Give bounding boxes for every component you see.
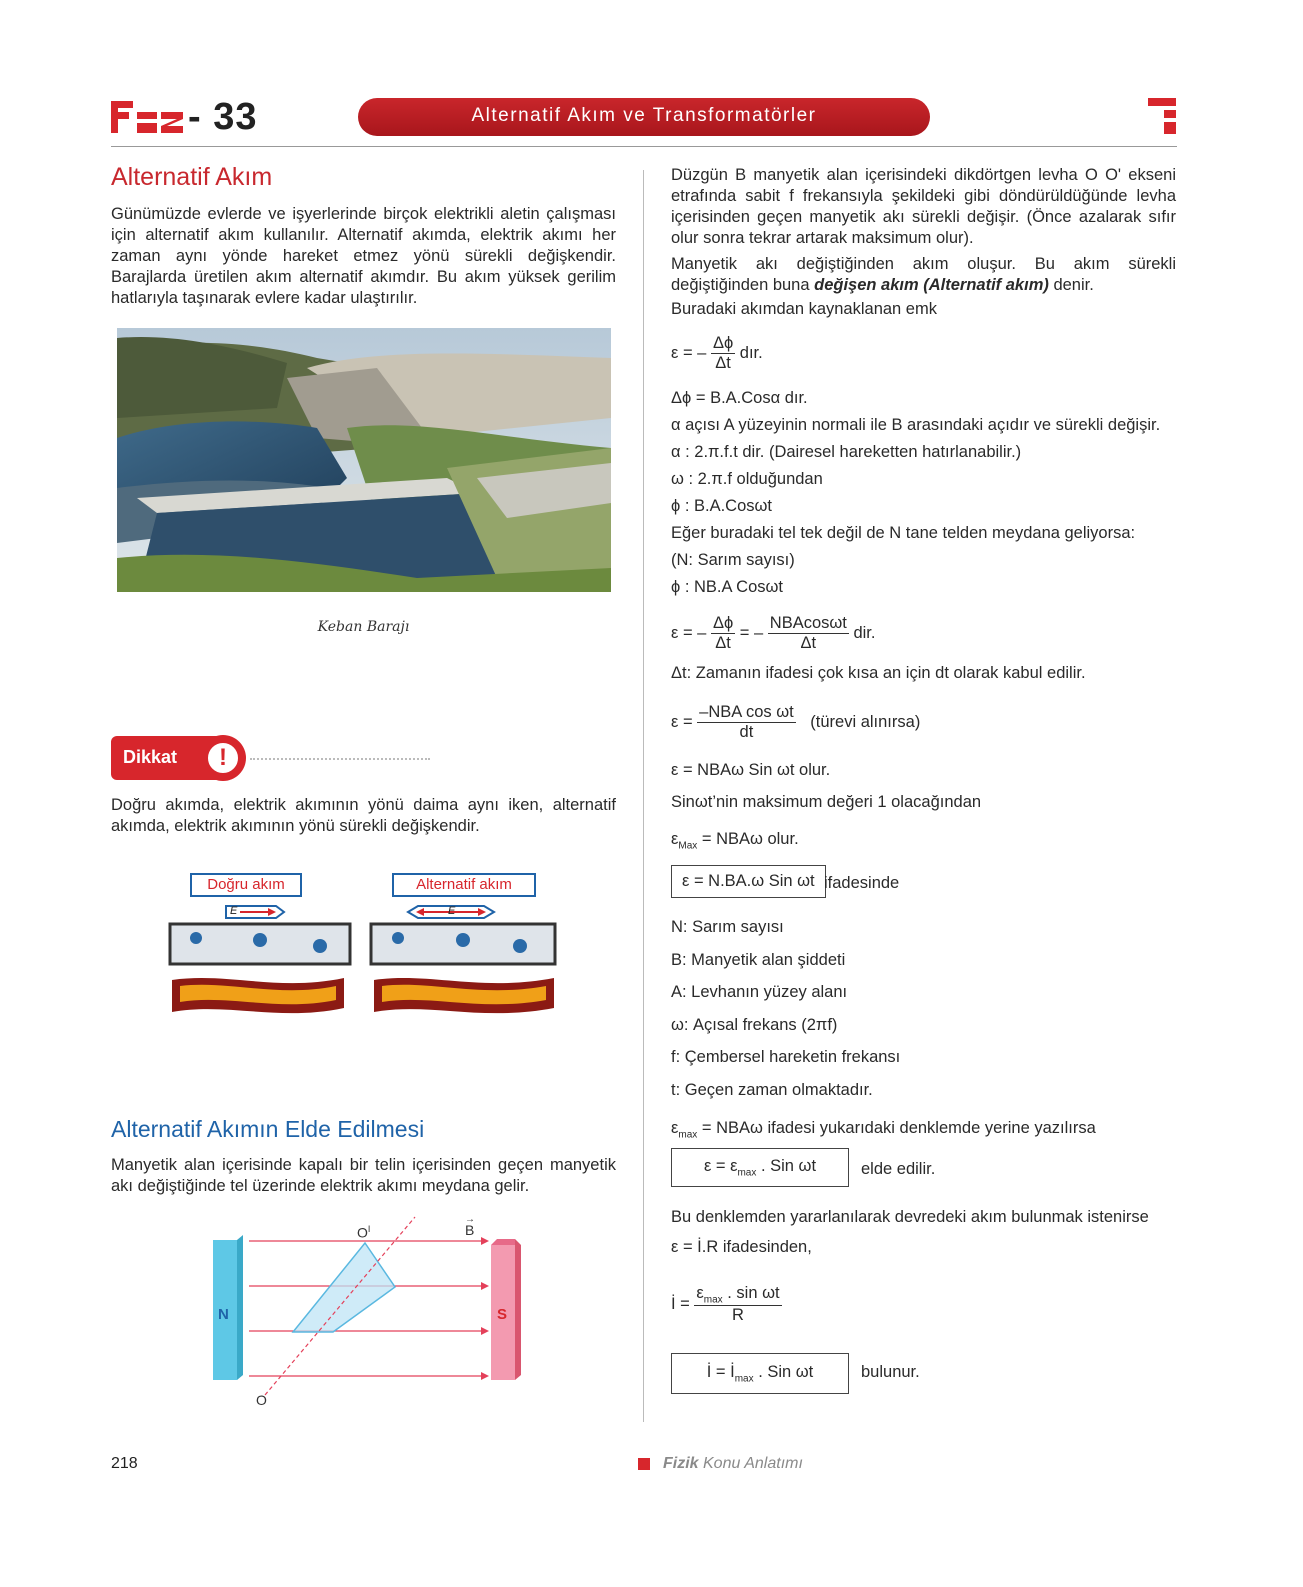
eq2-den2: Δt — [800, 634, 817, 652]
line-4: ω : 2.π.f olduğundan — [671, 470, 823, 488]
generator-figure — [205, 1215, 525, 1410]
l13-rest: = NBAω ifadesi yukarıdaki denklemde yerine yazılırsa — [697, 1119, 1096, 1137]
equation-4 — [671, 1284, 782, 1325]
footer-subject — [663, 1455, 803, 1473]
eq4-num-eps: ε — [696, 1284, 704, 1302]
eq2-lhs: ε = – — [671, 623, 707, 642]
l12-rest: = NBAω olur. — [697, 830, 799, 848]
o-prime-letter: O — [357, 1224, 368, 1241]
line-12 — [671, 829, 799, 856]
eq2-den1: Δt — [715, 634, 731, 652]
line-14: Bu denklemden yararlanılarak devredeki akım bulunmak istenirse — [671, 1208, 1149, 1226]
header-logo — [111, 98, 186, 136]
footer-subject-rest: Konu Anlatımı — [698, 1455, 803, 1472]
eq1-lhs: ε = – — [671, 343, 707, 362]
eq4-lhs: İ = — [671, 1295, 690, 1314]
section2-paragraph: Manyetik alan içerisinde kapalı bir telin içerisinden geçen manyetik akı değiştiğinde tel üzerinde elektrik akımı meydana gelir. — [111, 1156, 616, 1195]
eq1-tail: dır. — [739, 343, 763, 362]
box3-sub: max — [734, 1373, 754, 1385]
footer-square-icon — [638, 1458, 650, 1470]
def-b: B: Manyetik alan şiddeti — [671, 951, 846, 969]
equation-2 — [671, 614, 875, 653]
eq4-den: R — [732, 1306, 744, 1325]
ac-e-label: E — [448, 905, 456, 917]
l12-eps: ε — [671, 830, 679, 848]
line-5: ϕ : B.A.Cosωt — [671, 497, 772, 515]
line-11: Sinωt’nin maksimum değeri 1 olacağından — [671, 793, 982, 811]
column-divider — [643, 170, 644, 1422]
exclamation-inner-icon: ! — [205, 740, 241, 776]
dam-photo — [117, 328, 611, 592]
box1-tail: ifadesinde — [824, 874, 900, 892]
right-paragraph-1: Düzgün B manyetik alan içerisindeki dikdörtgen levha O O' ekseni etrafında sabit f frekansıyla şekildeki gibi döndürüldüğünde levha içerisinden geçen manyetik akı sürekli değişir. (Önce azalarak sıfır olur sonra tekrar artarak maksimum olur). — [671, 166, 1176, 247]
eq3-lhs: ε = — [671, 712, 693, 731]
eq1-den: Δt — [715, 354, 731, 372]
line-9: Δt: Zamanın ifadesi çok kısa an için dt olarak kabul edilir. — [671, 664, 1086, 682]
box2-sub: max — [737, 1167, 757, 1179]
box-current-formula — [671, 1353, 849, 1394]
line-1: Δϕ = B.A.Cosα dır. — [671, 389, 808, 407]
chapter-number: - 33 — [188, 96, 258, 138]
eq2-fraction-2 — [768, 614, 849, 653]
dc-ac-figure — [168, 900, 558, 1025]
fig-label-b: B — [465, 1222, 475, 1238]
equation-1 — [671, 334, 763, 373]
box-emf-formula: ε = N.BA.ω Sin ωt — [671, 865, 826, 898]
def-n: N: Sarım sayısı — [671, 918, 784, 936]
eq3-tail: (türevi alınırsa) — [810, 712, 921, 731]
box3-tail: bulunur. — [861, 1363, 920, 1381]
dikkat-text: Doğru akımda, elektrik akımının yönü daima aynı iken, alternatif akımda, elektrik akımının yönü sürekli değişkendir. — [111, 796, 616, 835]
p2-start: Manyetik akı değiştiğinden akım oluşur. Bu akım sürekli değiştiğinden buna — [671, 255, 1176, 294]
l12-sub: Max — [678, 840, 698, 852]
eq4-fraction — [694, 1284, 781, 1325]
section-title-elde-edilmesi: Alternatif Akımın Elde Edilmesi — [111, 1116, 425, 1142]
right-paragraph-2 — [671, 254, 1176, 296]
intro-paragraph: Günümüzde evlerde ve işyerlerinde birçok elektrikli aletin çalışması için alternatif akım kullanılır. Alternatif akımda, elektrik akımı her zaman aynı yönde hareket etmez yönü sürekli değişkendir. Barajlarda üretilen akım alternatif akımdır. Bu akım yüksek gerilim hatlarıyla taşınarak evlere kadar ulaştırılır. — [111, 205, 616, 307]
right-paragraph-3: Buradaki akımdan kaynaklanan emk — [671, 300, 937, 318]
fig-label-s: S — [497, 1306, 508, 1323]
p2-end: denir. — [1048, 276, 1094, 294]
eq4-num — [694, 1284, 781, 1306]
dc-label: Doğru akım — [190, 873, 302, 897]
eq2-mid: = – — [739, 623, 764, 642]
fig-vector-arrow-icon: → — [465, 1214, 475, 1225]
fig-label-n: N — [218, 1306, 229, 1323]
line-6: Eğer buradaki tel tek değil de N tane telden meydana geliyorsa: — [671, 524, 1136, 542]
line-7: (N: Sarım sayısı) — [671, 551, 795, 569]
o-prime-mark: I — [367, 1224, 371, 1234]
dikkat-label: Dikkat — [123, 747, 178, 767]
box2-end: . Sin ωt — [756, 1157, 817, 1175]
eq2-num2: NBAcosωt — [769, 614, 847, 632]
footer-subject-bold: Fizik — [663, 1455, 699, 1472]
corner-logo-icon — [1148, 98, 1178, 136]
eq2-fraction-1 — [711, 614, 735, 653]
eq2-num1: Δϕ — [712, 614, 734, 632]
fig-label-o: O — [256, 1392, 267, 1408]
def-f: f: Çembersel hareketin frekansı — [671, 1048, 901, 1066]
box2-start: ε = ε — [703, 1157, 738, 1175]
page-number: 218 — [111, 1455, 138, 1472]
def-omega: ω: Açısal frekans (2πf) — [671, 1016, 838, 1034]
line-2: α açısı A yüzeyinin normali ile B arasındaki açıdır ve sürekli değişir. — [671, 416, 1161, 434]
chapter-title: Alternatif Akım ve Transformatörler — [471, 105, 817, 126]
def-a: A: Levhanın yüzey alanı — [671, 983, 848, 1001]
l13-sub: max — [678, 1129, 698, 1141]
eq4-num-sub: max — [703, 1294, 723, 1306]
box2-tail: elde edilir. — [861, 1160, 936, 1178]
line-15: ε = İ.R ifadesinden, — [671, 1238, 812, 1256]
eq4-num-rest: . sin ωt — [722, 1284, 780, 1302]
dc-e-label: E — [230, 905, 238, 917]
fig-label-o-prime — [357, 1224, 370, 1241]
equation-3 — [671, 703, 920, 742]
ac-label: Alternatif akım — [392, 873, 536, 897]
eq3-den: dt — [739, 723, 754, 741]
box-emf-max-formula — [671, 1148, 849, 1187]
header-rule — [111, 146, 1177, 147]
line-13 — [671, 1118, 1096, 1145]
eq3-fraction — [697, 703, 796, 742]
box3-end: . Sin ωt — [753, 1363, 814, 1381]
line-3: α : 2.π.f.t dir. (Dairesel hareketten hatırlanabilir.) — [671, 443, 1022, 461]
section-title-alternatif-akim: Alternatif Akım — [111, 163, 273, 191]
photo-caption: Keban Barajı — [317, 619, 410, 635]
line-8: ϕ : NB.A Cosωt — [671, 578, 783, 596]
p2-emphasis: değişen akım (Alternatif akım) — [814, 276, 1049, 294]
eq1-num: Δϕ — [712, 334, 734, 352]
eq3-num: –NBA cos ωt — [699, 703, 794, 721]
dikkat-dotted-line — [250, 758, 430, 760]
def-t: t: Geçen zaman olmaktadır. — [671, 1081, 873, 1099]
eq1-fraction — [711, 334, 735, 373]
l13-eps: ε — [671, 1119, 679, 1137]
line-10: ε = NBAω Sin ωt olur. — [671, 761, 831, 779]
box3-start: İ = İ — [706, 1363, 735, 1381]
eq2-tail: dir. — [853, 623, 876, 642]
